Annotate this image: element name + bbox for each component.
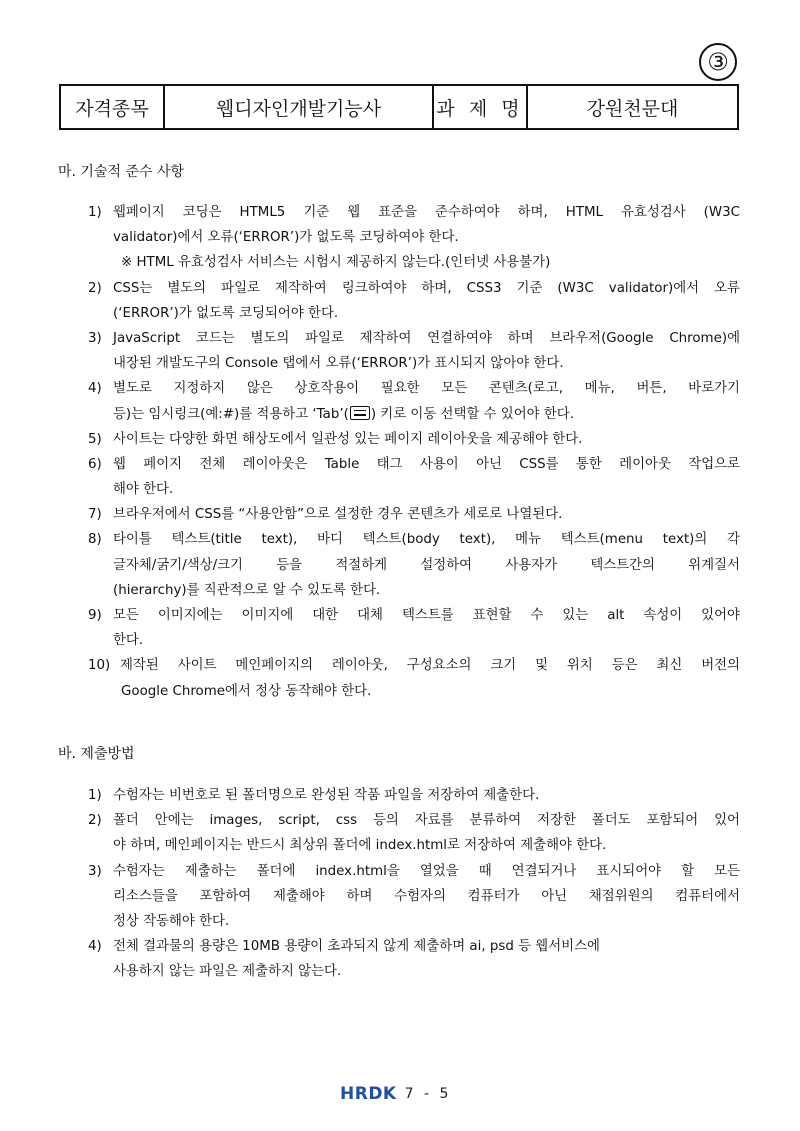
item-line-part: ) 키로 이동 선택할 수 있어야 한다. [370,406,574,422]
item-number: 7) [88,507,102,523]
item-number: 3) [88,330,102,346]
item-line: 리소스들을 포함하여 제출해야 하며 수험자의 컴퓨터가 아닌 채점위원의 컴퓨터에서 [113,888,740,904]
item-line-part: 등)는 임시링크(예:#)를 적용하고 ‘Tab’( [113,406,349,422]
qualification-name: 웹디자인개발기능사 [165,86,434,128]
list-item [0,603,800,653]
item-number: 1) [88,788,102,803]
item-line: 웹 페이지 전체 레이아웃은 Table 태그 사용이 아닌 CSS를 통한 레이아웃 작업으로 [113,456,740,472]
list-item [0,452,800,502]
item-line: 내장된 개발도구의 Console 탭에서 오류(‘ERROR’)가 표시되지 않아야 한다. [113,356,564,372]
hrdk-logo: HRDK [340,1084,397,1104]
item-line: JavaScript 코드는 별도의 파일로 제작하여 연결하여야 하며 브라우저(Google Chrome)에 [113,330,740,346]
item-number: 4) [88,939,102,955]
item-number: 2) [88,813,102,829]
list-item [0,527,800,603]
item-line [0,402,800,427]
item-line: 사용하지 않는 파일은 제출하지 않는다. [113,964,342,980]
label-task: 과 제 명 [434,86,528,128]
item-line: 전체 결과물의 용량은 10MB 용량이 초과되지 않게 제출하며 ai, psd 등 웹서비스에 [113,939,600,955]
item-number: 9) [88,608,102,623]
header-table [59,84,739,130]
task-name: 강원천문대 [586,97,679,120]
section-title-submission: 바. 제출방법 [58,746,135,762]
item-line: (‘ERROR’)가 없도록 코딩되어야 한다. [113,305,339,321]
item-line: 타이틀 텍스트(title text), 바디 텍스트(body text), 메뉴 텍스트(menu text)의 각 [113,532,740,548]
item-number: 8) [88,532,102,548]
item-line: 폴더 안에는 images, script, css 등의 자료를 분류하여 저장한 폴더도 포함되어 있어 [113,813,740,829]
list-item [0,859,800,935]
item-number: 1) [88,205,102,220]
technical-requirements-list [0,200,800,704]
item-line: 제작된 사이트 메인페이지의 레이아웃, 구성요소의 크기 및 위치 등은 최신 버전의 [120,658,740,674]
list-item [0,934,800,984]
item-line: CSS는 별도의 파일로 제작하여 링크하여야 하며, CSS3 기준 (W3C validator)에서 오류 [113,280,740,296]
item-line: (hierarchy)를 직관적으로 알 수 있도록 한다. [113,582,381,598]
list-item [0,502,800,527]
list-item [0,653,800,703]
list-item [0,326,800,376]
item-line: 수험자는 제출하는 폴더에 index.html을 열었을 때 연결되거나 표시되어야 할 모든 [113,863,740,879]
item-line: 수험자는 비번호로 된 폴더명으로 완성된 작품 파일을 저장하여 제출한다. [113,788,540,803]
item-line: 해야 한다. [113,482,174,498]
item-line: 글자체/굵기/색상/크기 등을 적절하게 설정하여 사용자가 텍스트간의 위계질서 [113,557,740,573]
item-number: 10) [88,658,111,674]
item-line: Google Chrome에서 정상 동작해야 한다. [121,683,372,699]
item-number: 6) [88,456,102,472]
list-item [0,376,800,426]
list-item [0,427,800,452]
list-item [0,200,800,276]
page-number: 7 - 5 [404,1086,452,1102]
item-number: 4) [88,381,102,397]
item-line: 웹페이지 코딩은 HTML5 기준 웹 표준을 준수하여야 하며, HTML 유효성검사 (W3C [113,205,740,220]
tab-key-icon [350,406,370,420]
label-qualification: 자격종목 [61,86,165,128]
item-line: 사이트는 다양한 화면 해상도에서 일관성 있는 페이지 레이아웃을 제공해야 한다. [113,431,583,447]
page-marker: ③ [699,43,737,81]
list-item [0,783,800,808]
item-line: 모든 이미지에는 이미지에 대한 대체 텍스트를 표현할 수 있는 alt 속성이 있어야 [113,608,740,623]
item-line: 야 하며, 메인페이지는 반드시 최상위 폴더에 index.html로 저장하여 제출해야 한다. [113,838,607,854]
item-line: 브라우저에서 CSS를 “사용안함”으로 설정한 경우 콘텐츠가 세로로 나열된다. [113,507,563,523]
item-line: 정상 작동해야 한다. [113,913,230,929]
item-line: 별도로 지정하지 않은 상호작용이 필요한 모든 콘텐츠(로고, 메뉴, 버튼, 바로가기 [113,381,740,397]
item-line: validator)에서 오류(‘ERROR’)가 없도록 코딩하여야 한다. [113,230,459,246]
list-item [0,808,800,858]
submission-list [0,783,800,985]
page-footer [340,1084,451,1104]
item-number: 2) [88,280,102,296]
item-number: 5) [88,431,102,447]
list-item [0,276,800,326]
item-note: ※ HTML 유효성검사 서비스는 시험시 제공하지 않는다.(인터넷 사용불가) [121,255,551,271]
item-number: 3) [88,863,102,879]
item-line: 한다. [113,633,144,649]
section-title-technical: 마. 기술적 준수 사항 [58,164,184,180]
